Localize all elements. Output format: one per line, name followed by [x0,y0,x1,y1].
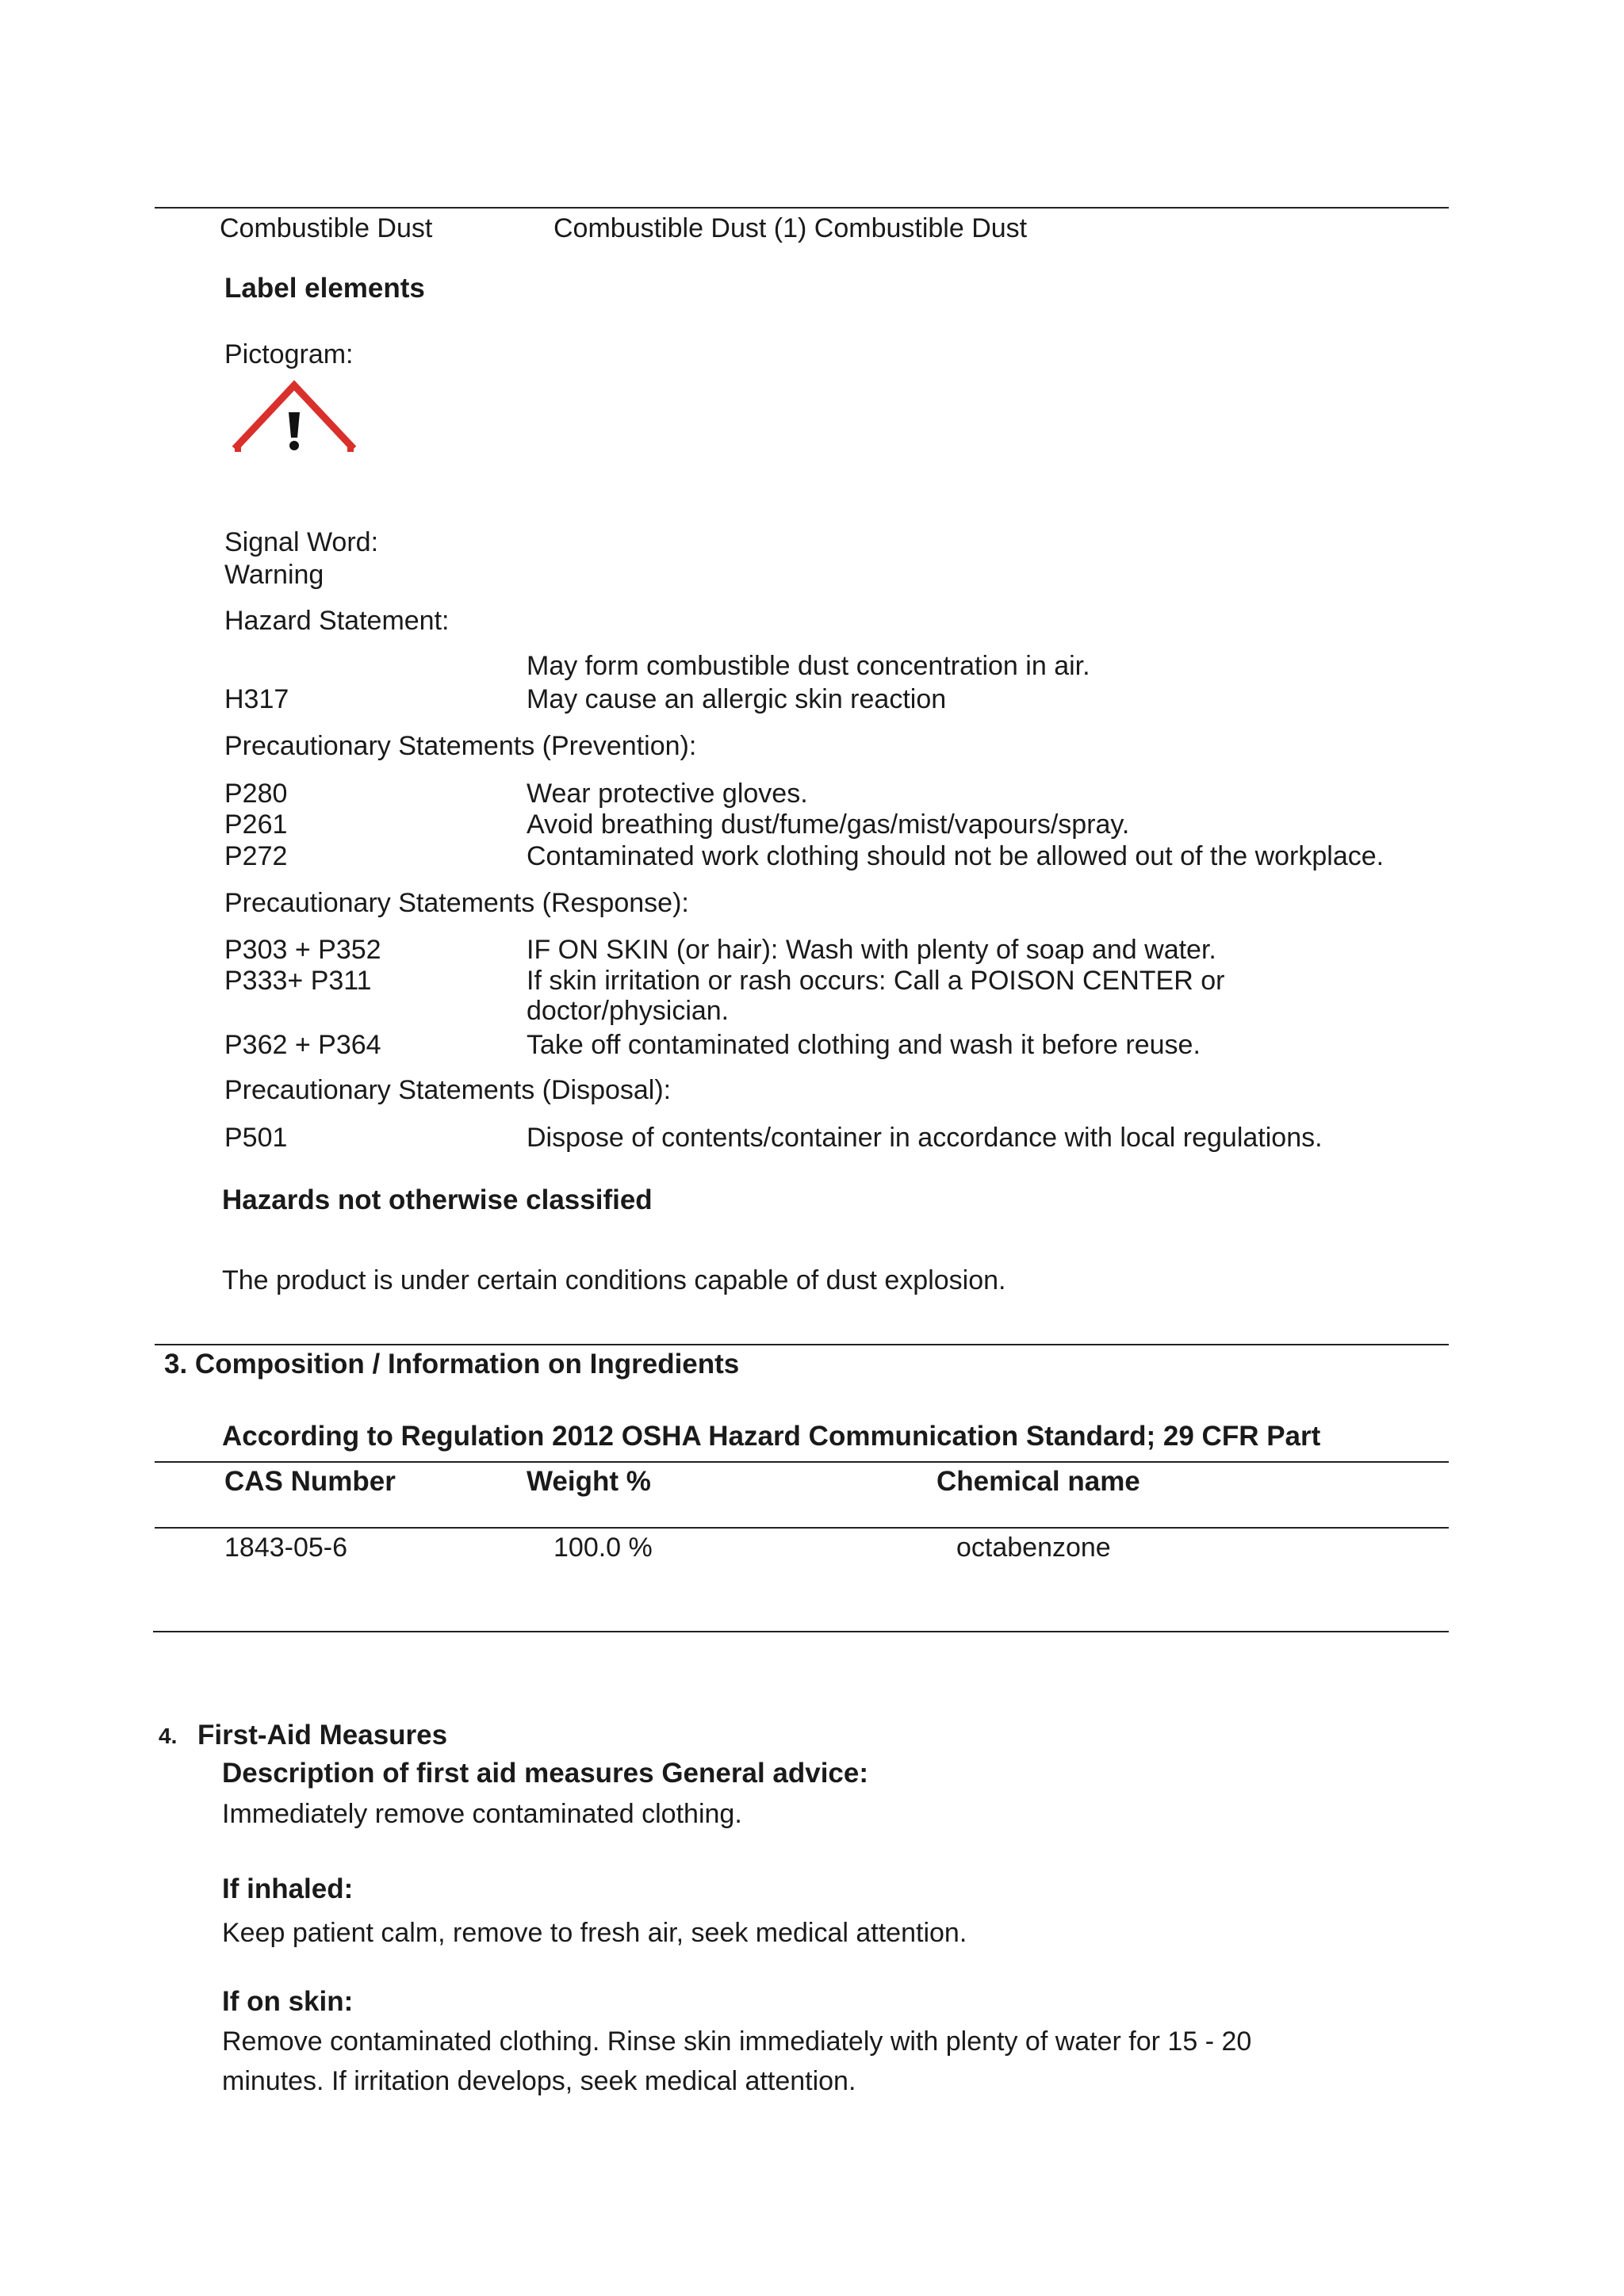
response-code-2: P333+ P311 [224,966,372,996]
prevention-code-1: P280 [224,779,288,809]
pictogram-label: Pictogram: [224,339,354,369]
section4-heading: First-Aid Measures [197,1720,448,1751]
table-cell-weight: 100.0 % [553,1533,653,1563]
hazard-text-1: May form combustible dust concentration in air. [527,651,1090,681]
hazard-statement-label: Hazard Statement: [224,606,450,636]
inhaled-heading: If inhaled: [222,1873,354,1904]
prevention-text-3: Contaminated work clothing should not be allowed out of the workplace. [527,841,1385,871]
disposal-code-1: P501 [224,1123,288,1153]
exclamation-mark-hazard-icon [230,379,358,452]
hazard-code-2: H317 [224,684,289,714]
table-header-bottom-rule [155,1527,1449,1529]
table-cell-cas: 1843-05-6 [224,1533,348,1563]
classification-label: Combustible Dust [220,213,433,243]
section4-number: 4. [159,1724,178,1748]
top-rule [155,207,1449,209]
disposal-text-1: Dispose of contents/container in accordance with local regulations. [527,1123,1323,1153]
response-text-2b: doctor/physician. [527,996,730,1026]
prevention-code-3: P272 [224,841,288,871]
section3-heading: 3. Composition / Information on Ingredients [164,1349,740,1380]
column-header-chemical: Chemical name [936,1466,1140,1497]
prevention-text-1: Wear protective gloves. [527,779,808,809]
column-header-weight: Weight % [527,1466,651,1497]
response-label: Precautionary Statements (Response): [224,888,689,918]
skin-text-line-1: Remove contaminated clothing. Rinse skin immediately with plenty of water for 15 - 20 [222,2026,1252,2057]
disposal-label: Precautionary Statements (Disposal): [224,1075,672,1105]
hnoc-text: The product is under certain conditions capable of dust explosion. [222,1265,1006,1295]
hnoc-heading: Hazards not otherwise classified [222,1184,653,1215]
response-text-1: IF ON SKIN (or hair): Wash with plenty of soap and water. [527,935,1216,965]
column-header-cas: CAS Number [224,1466,396,1497]
table-cell-chemical: octabenzone [956,1533,1111,1563]
prevention-code-2: P261 [224,809,288,840]
response-code-1: P303 + P352 [224,935,381,965]
response-text-2: If skin irritation or rash occurs: Call a POISON CENTER or [527,966,1225,996]
general-advice-text: Immediately remove contaminated clothing. [222,1799,742,1829]
response-text-3: Take off contaminated clothing and wash it before reuse. [527,1030,1201,1060]
label-elements-heading: Label elements [224,273,425,304]
response-code-3: P362 + P364 [224,1030,381,1060]
signal-word: Warning [224,560,324,590]
classification-value: Combustible Dust (1) Combustible Dust [553,213,1028,243]
hazard-text-2: May cause an allergic skin reaction [527,684,947,714]
section4-subheading: Description of first aid measures General advice: [222,1758,869,1789]
skin-heading: If on skin: [222,1986,354,2017]
section3-top-rule [155,1344,1449,1345]
skin-text-line-2: minutes. If irritation develops, seek medical attention. [222,2066,856,2096]
table-header-top-rule [155,1461,1449,1463]
inhaled-text: Keep patient calm, remove to fresh air, seek medical attention. [222,1918,967,1948]
signal-word-label: Signal Word: [224,527,379,557]
section3-regulation: According to Regulation 2012 OSHA Hazard Communication Standard; 29 CFR Part [222,1421,1321,1452]
table-bottom-rule [153,1631,1449,1632]
prevention-label: Precautionary Statements (Prevention): [224,731,697,761]
prevention-text-2: Avoid breathing dust/fume/gas/mist/vapours/spray. [527,809,1130,840]
